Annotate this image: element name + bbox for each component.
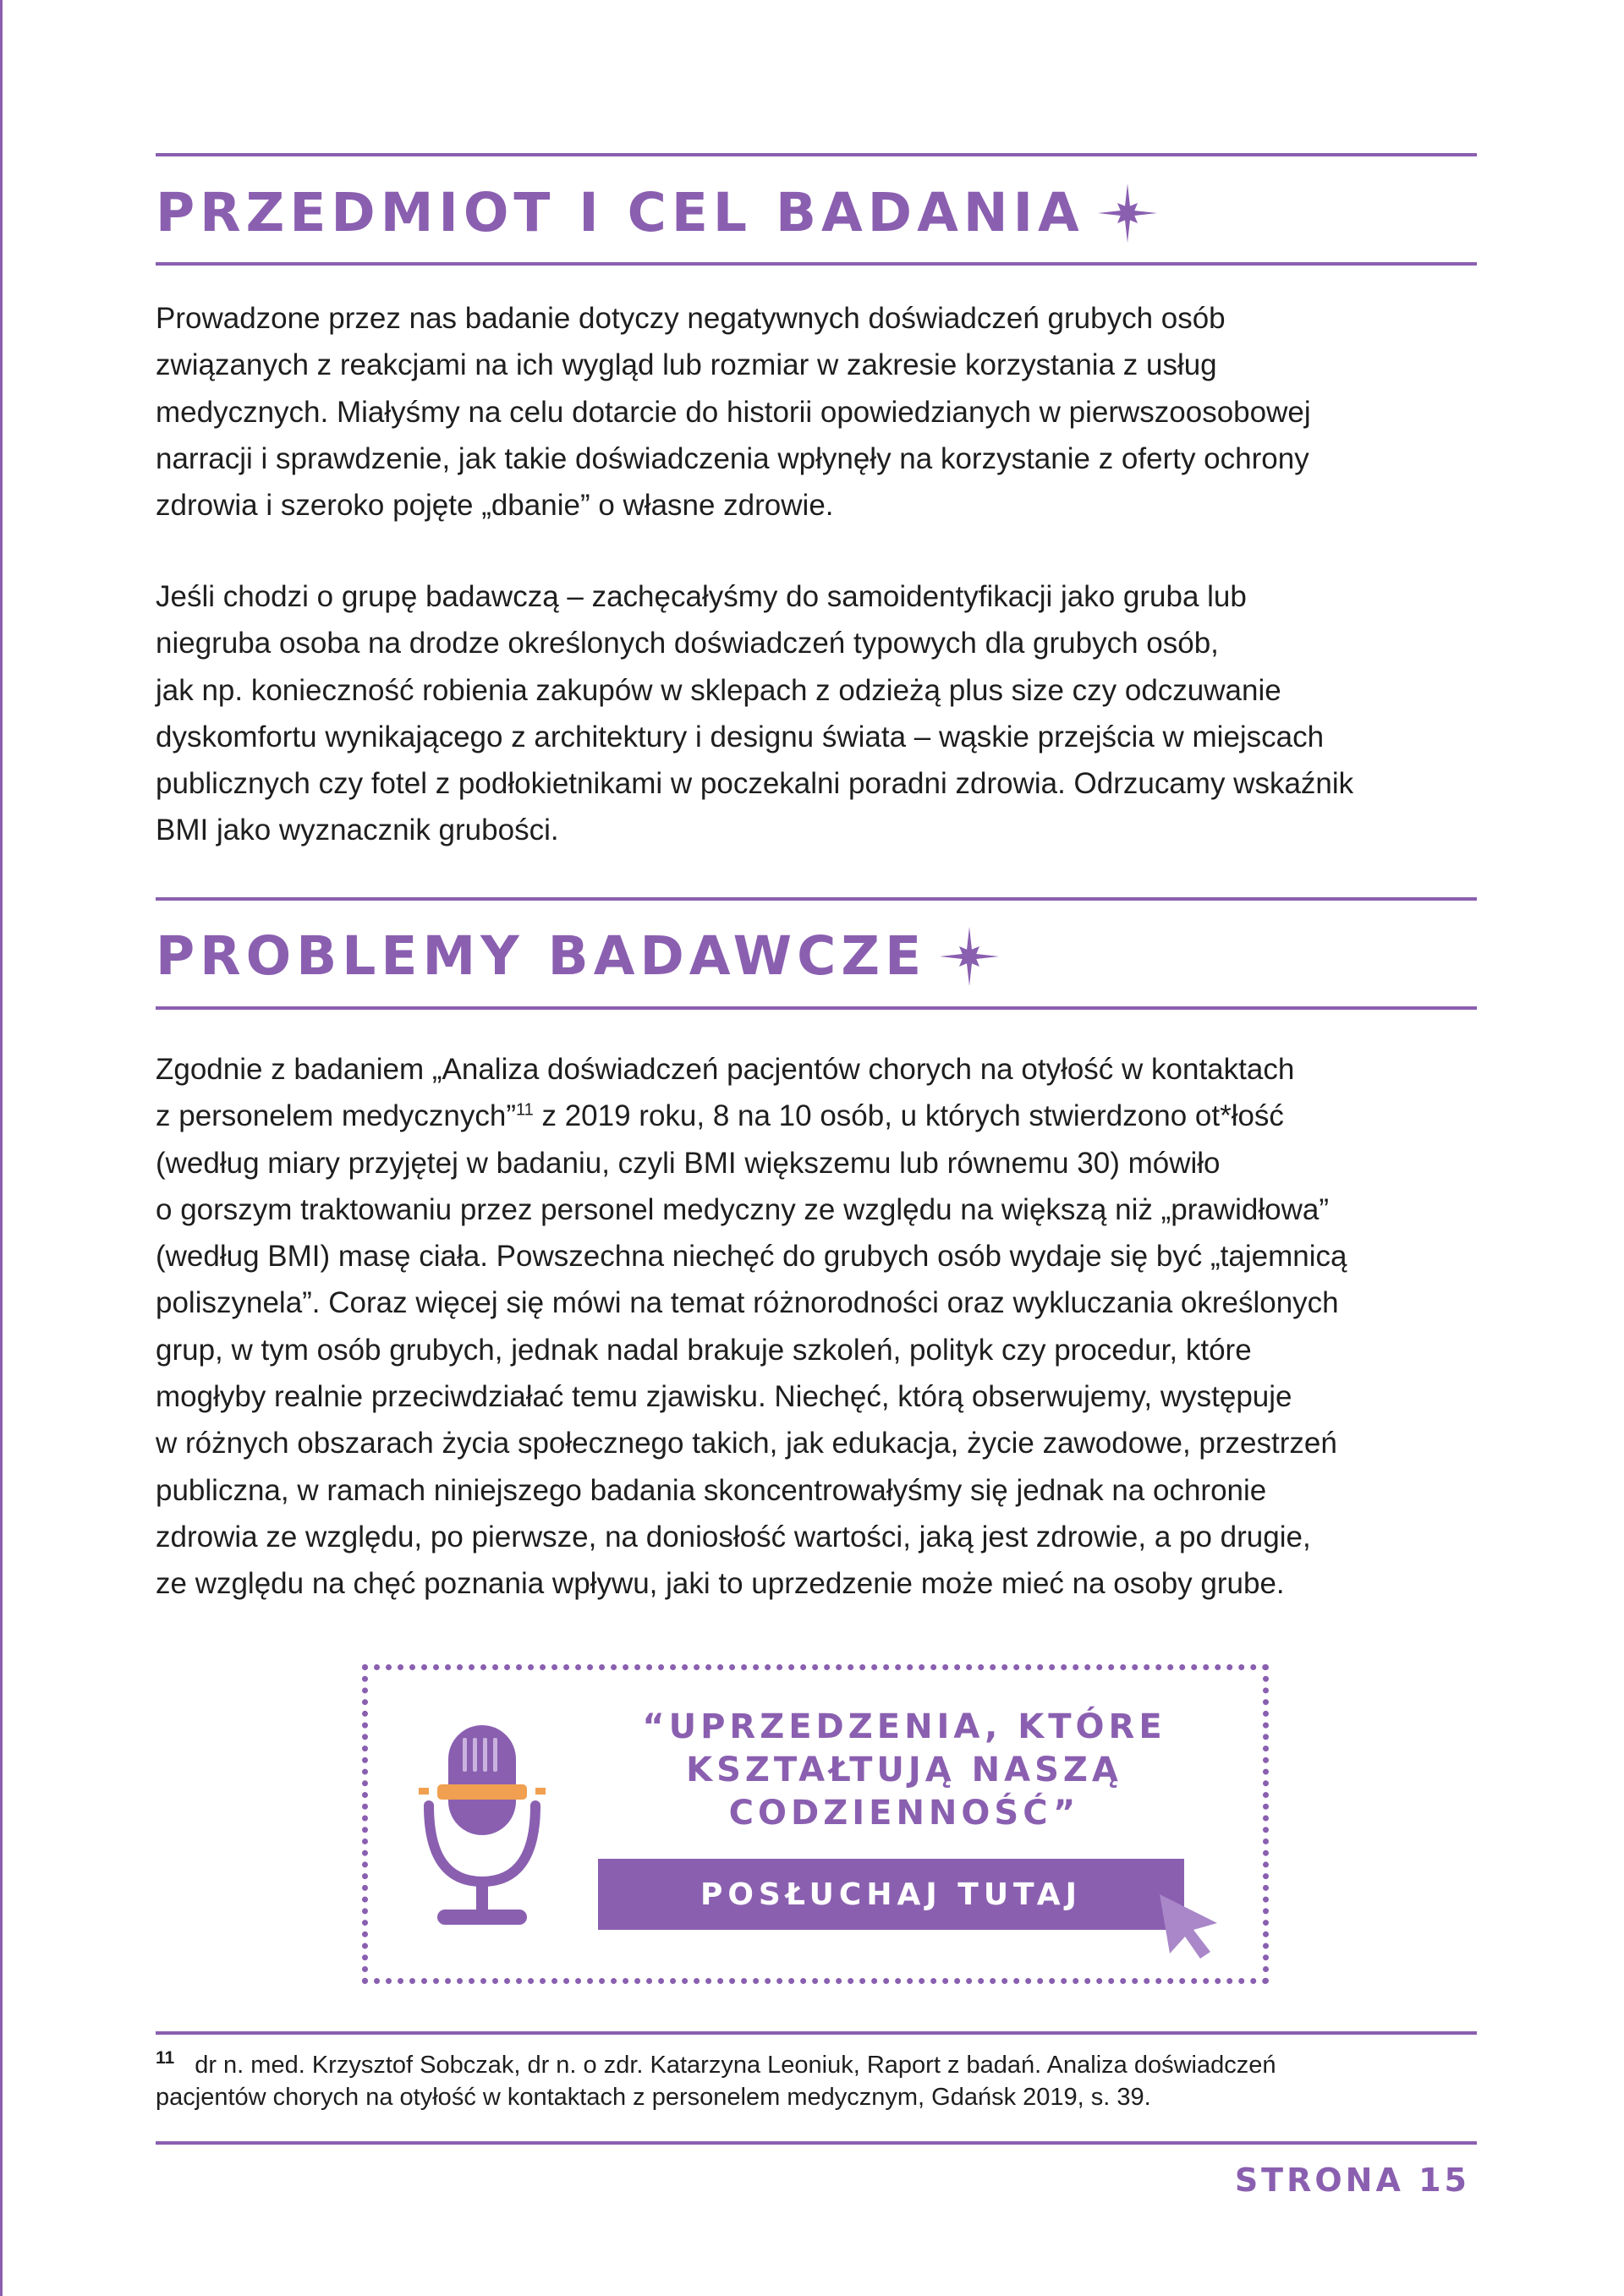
text-line: medycznych. Miałyśmy na celu dotarcie do historii opowiedzianych w pierwszoosobowej — [156, 395, 1311, 429]
podcast-cta-box — [362, 1664, 1269, 1984]
text-line: narracji i sprawdzenie, jak takie doświadczenia wpłynęły na korzystanie z oferty ochrony — [156, 441, 1309, 475]
divider — [156, 2031, 1477, 2035]
text-line: mogłyby realnie przeciwdziałać temu zjawisku. Niechęć, którą obserwujemy, występuje — [156, 1380, 1292, 1414]
paragraph-2 — [156, 573, 1484, 854]
quote-line: CODZIENNOŚĆ” — [728, 1794, 1080, 1833]
text-line: w różnych obszarach życia społecznego takich, jak edukacja, życie zawodowe, przestrzeń — [156, 1427, 1337, 1460]
text-line: zdrowia ze względu, po pierwsze, na doniosłość wartości, jaką jest zdrowie, a po drugie, — [156, 1520, 1311, 1553]
quote-line: KSZTAŁTUJĄ NASZĄ — [686, 1751, 1122, 1789]
text-line: o gorszym traktowaniu przez personel medyczny ze względu na większą niż „prawidłowa” — [156, 1192, 1329, 1226]
text-span: z 2019 roku, 8 na 10 osób, u których stwierdzono ot*łość — [533, 1099, 1284, 1133]
text-line: pacjentów chorych na otyłość w kontaktach z personelem medycznym, Gdańsk 2019, s. 39. — [156, 2084, 1151, 2111]
section-heading-przedmiot — [156, 182, 1157, 244]
microphone-icon — [419, 1725, 546, 1928]
text-line: niegruba osoba na drodze określonych doświadczeń typowych dla grubych osób, — [156, 627, 1219, 660]
footnote-number: 11 — [156, 2048, 175, 2069]
text-line: Jeśli chodzi o grupę badawczą – zachęcałyśmy do samoidentyfikacji jako gruba lub — [156, 580, 1247, 613]
footnote — [156, 2049, 1484, 2113]
heading-text: PRZEDMIOT I CEL BADANIA — [156, 182, 1084, 244]
text-line: dyskomfortu wynikającego z architektury i designu świata – wąskie przejścia w miejscach — [156, 720, 1325, 753]
divider — [156, 262, 1477, 266]
text-line: grup, w tym osób grubych, jednak nadal brakuje szkoleń, polityk czy procedur, które — [156, 1333, 1252, 1367]
sparkle-icon — [1098, 184, 1157, 243]
sparkle-icon — [940, 927, 999, 986]
text-line: publiczna, w ramach niniejszego badania skoncentrowałyśmy się jednak na ochronie — [156, 1473, 1267, 1507]
text-line: (według miary przyjętej w badaniu, czyli BMI większemu lub równemu 30) mówiło — [156, 1146, 1221, 1180]
page-edge-line — [0, 0, 3, 2296]
text-span: z personelem medycznych” — [156, 1099, 516, 1133]
divider — [156, 897, 1477, 901]
footnote-ref[interactable]: 11 — [516, 1100, 534, 1120]
divider — [156, 153, 1477, 156]
page-number: STRONA 15 — [1234, 2162, 1470, 2199]
paragraph-1 — [156, 295, 1484, 529]
text-line: (według BMI) masę ciała. Powszechna niechęć do grubych osób wydaje się być „tajemnicą — [156, 1240, 1347, 1274]
text-line: BMI jako wyznacznik grubości. — [156, 814, 559, 847]
cursor-icon — [1158, 1893, 1221, 1960]
text-line: Zgodnie z badaniem „Analiza doświadczeń pacjentów chorych na otyłość w kontaktach — [156, 1053, 1295, 1086]
text-line: jak np. konieczność robienia zakupów w sklepach z odzieżą plus size czy odczuwanie — [156, 673, 1281, 707]
text-line: poliszynela”. Coraz więcej się mówi na temat różnorodności oraz wykluczania określonych — [156, 1286, 1339, 1320]
text-line: związanych z reakcjami na ich wygląd lub rozmiar w zakresie korzystania z usług — [156, 348, 1217, 382]
divider — [156, 2141, 1477, 2145]
text-line — [156, 1093, 1484, 1139]
text-line — [156, 2049, 1484, 2081]
divider — [156, 1006, 1477, 1010]
section-heading-problemy — [156, 925, 999, 987]
quote-line: “UPRZEDZENIA, KTÓRE — [642, 1707, 1166, 1746]
text-line: zdrowia i szeroko pojęte „dbanie” o własne zdrowie. — [156, 489, 834, 523]
listen-here-button[interactable]: POSŁUCHAJ TUTAJ — [598, 1859, 1184, 1930]
paragraph-3 — [156, 1046, 1484, 1608]
text-line: publicznych czy fotel z podłokietnikami w poczekalni poradni zdrowia. Odrzucamy wskaźnik — [156, 767, 1354, 801]
text-line: Prowadzone przez nas badanie dotyczy negatywnych doświadczeń grubych osób — [156, 302, 1226, 335]
podcast-title — [608, 1706, 1200, 1835]
heading-text: PROBLEMY BADAWCZE — [156, 925, 927, 987]
text-line: ze względu na chęć poznania wpływu, jaki to uprzedzenie może mieć na osoby grube. — [156, 1567, 1285, 1601]
text-span: dr n. med. Krzysztof Sobczak, dr n. o zdr. Katarzyna Leoniuk, Raport z badań. Analiza doświadczeń — [195, 2052, 1276, 2079]
